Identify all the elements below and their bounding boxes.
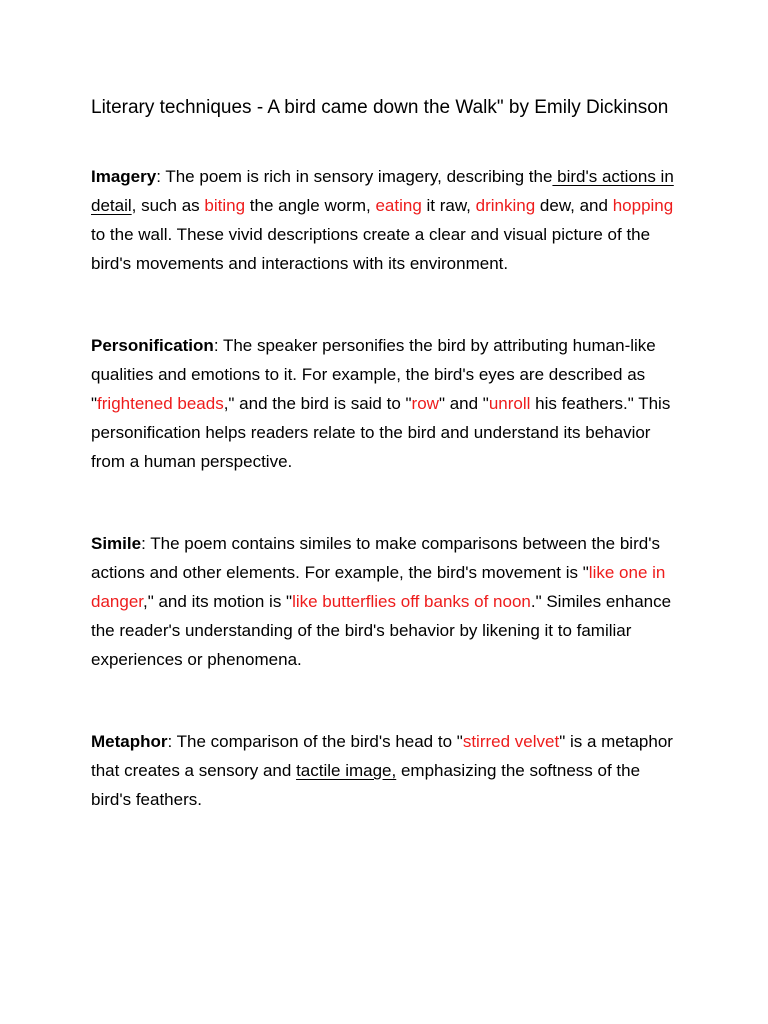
simile-paragraph [91,529,681,674]
imagery-term: Imagery [91,167,157,186]
imagery-highlight-eating: eating [375,196,422,215]
imagery-text: : The poem is rich in sensory imagery, describing the [156,167,553,186]
imagery-highlight-drinking: drinking [475,196,536,215]
simile-highlight-butterflies: like butterflies off banks of noon [292,592,531,611]
simile-text: : The poem contains similes to make comparisons between the bird's actions and other elements. For example, the bird's movement is " [91,534,660,582]
simile-text: ," and its motion is " [143,592,293,611]
imagery-paragraph [91,162,681,278]
imagery-text: , such as [131,196,205,215]
metaphor-text: emphasizing the softness of the bird's feathers. [91,761,641,809]
metaphor-paragraph [91,727,681,814]
simile-text: ." Similes enhance the reader's understanding of the bird's behavior by likening it to familiar experiences or phenomena. [91,592,672,669]
metaphor-underlined-phrase: tactile image, [296,761,397,780]
imagery-highlight-hopping: hopping [612,196,674,215]
personification-term: Personification [91,336,214,355]
personification-text: ," and the bird is said to " [223,394,412,413]
imagery-highlight-biting: biting [204,196,246,215]
imagery-text: it raw, [421,196,476,215]
metaphor-text: " is a metaphor that creates a sensory and [91,732,673,780]
simile-term: Simile [91,534,142,553]
document-page [91,93,681,814]
imagery-text: dew, and [535,196,613,215]
imagery-underlined-phrase: bird's actions in detail [91,167,674,215]
personification-text: " and " [438,394,489,413]
metaphor-text: : The comparison of the bird's head to " [167,732,463,751]
imagery-text: the angle worm, [245,196,376,215]
personification-text: : The speaker personifies the bird by attributing human-like qualities and emotions to it. For example, the bird's eyes are described as " [91,336,656,413]
personification-highlight-frightened-beads: frightened beads [97,394,224,413]
document-title: Literary techniques - A bird came down the Walk" by Emily Dickinson [91,97,669,118]
personification-highlight-unroll: unroll [488,394,531,413]
personification-text: his feathers." This personification helps readers relate to the bird and understand its behavior from a human perspective. [91,394,671,471]
imagery-text: to the wall. These vivid descriptions create a clear and visual picture of the bird's movements and interactions with its environment. [91,225,651,273]
personification-paragraph [91,331,681,476]
personification-highlight-row: row [411,394,439,413]
metaphor-highlight-stirred-velvet: stirred velvet [462,732,560,751]
simile-highlight-danger: like one in danger [91,563,666,611]
metaphor-term: Metaphor [91,732,168,751]
